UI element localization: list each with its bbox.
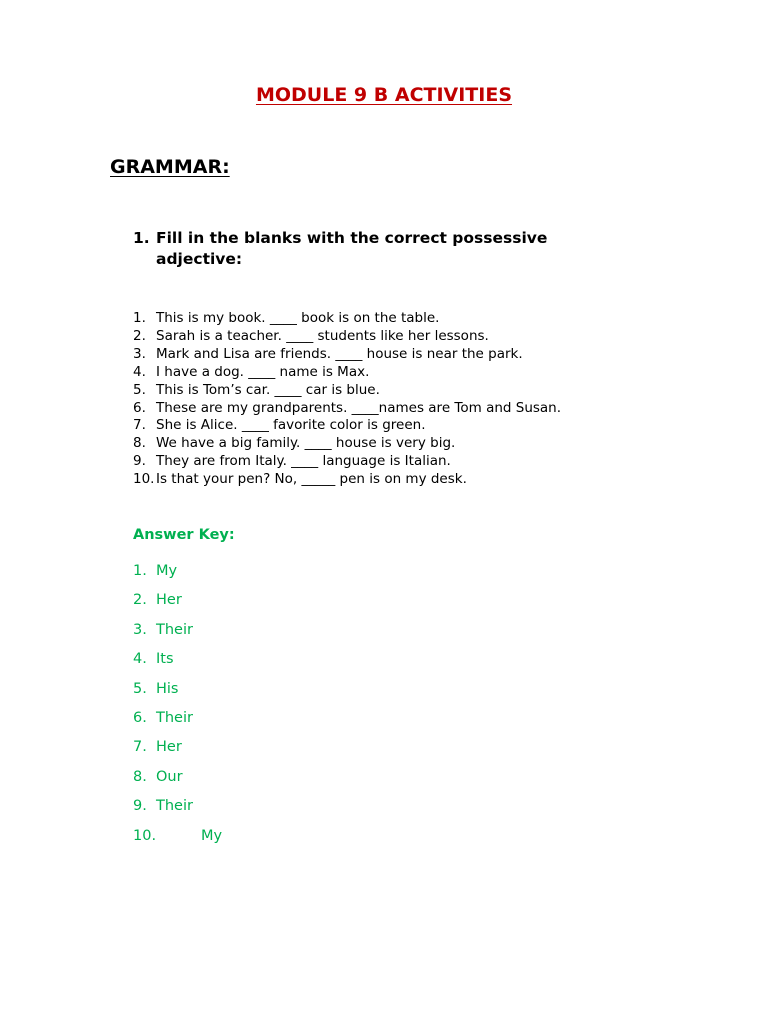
answer-text: My: [201, 827, 223, 844]
answer-item: [133, 616, 433, 645]
answer-item: [133, 792, 433, 821]
question-number: 9.: [133, 453, 146, 470]
answer-number: 3.: [133, 621, 147, 638]
answer-number: 9.: [133, 798, 147, 815]
answer-text: My: [156, 563, 178, 579]
answer-item: [133, 704, 433, 733]
question-text: This is Tom’s car. ____ car is blue.: [156, 381, 380, 398]
answer-text: Its: [156, 651, 174, 668]
question-text: Sarah is a teacher. ____ students like her lessons.: [156, 327, 489, 344]
question-text: She is Alice. ____ favorite color is green.: [156, 417, 426, 434]
question-item: [133, 328, 733, 346]
question-item: [133, 400, 733, 418]
answer-text: Their: [156, 798, 193, 815]
answer-number: 4.: [133, 651, 147, 668]
answer-number: 8.: [133, 768, 147, 785]
answer-text: Her: [156, 592, 182, 609]
question-item: [133, 382, 733, 400]
question-text: These are my grandparents. ____names are Tom and Susan.: [156, 399, 562, 416]
question-item: [133, 471, 733, 489]
question-number: 2.: [133, 327, 146, 344]
question-number: 7.: [133, 417, 146, 434]
answer-item: [133, 645, 433, 674]
answer-number: 5.: [133, 680, 147, 697]
question-text: Is that your pen? No, _____ pen is on my desk.: [156, 471, 467, 488]
question-text: I have a dog. ____ name is Max.: [156, 363, 370, 380]
question-item: [133, 310, 733, 328]
question-list: [133, 310, 733, 489]
answer-item: [133, 675, 433, 704]
answer-list: [133, 557, 433, 851]
question-number: 3.: [133, 345, 146, 362]
answer-number: 7.: [133, 739, 147, 756]
answer-text: Our: [156, 768, 183, 785]
answer-item: [133, 557, 433, 586]
question-number: 5.: [133, 381, 146, 398]
question-number: 10.: [133, 471, 155, 488]
answer-text: His: [156, 680, 179, 697]
answer-number: 1.: [133, 563, 147, 579]
question-number: 6.: [133, 399, 146, 416]
question-item: [133, 453, 733, 471]
answer-text: Their: [156, 710, 193, 727]
answer-item: [133, 822, 433, 851]
question-text: They are from Italy. ____ language is Italian.: [156, 453, 451, 470]
answer-number: 6.: [133, 710, 147, 727]
exercise-instruction: [133, 228, 603, 270]
instruction-number: 1.: [133, 229, 150, 247]
answer-number: 10.: [133, 827, 157, 844]
answer-item: [133, 586, 433, 615]
question-text: This is my book. ____ book is on the table.: [156, 310, 440, 326]
question-item: [133, 417, 733, 435]
question-number: 8.: [133, 435, 146, 452]
answer-number: 2.: [133, 592, 147, 609]
answer-key-heading: Answer Key:: [133, 527, 235, 543]
page-title: MODULE 9 B ACTIVITIES: [255, 84, 513, 106]
answer-item: [133, 733, 433, 762]
question-item: [133, 346, 733, 364]
answer-item: [133, 763, 433, 792]
answer-text: Her: [156, 739, 182, 756]
instruction-text: Fill in the blanks with the correct possessive adjective:: [156, 229, 548, 268]
question-number: 4.: [133, 363, 146, 380]
question-text: Mark and Lisa are friends. ____ house is near the park.: [156, 345, 523, 362]
question-item: [133, 435, 733, 453]
question-item: [133, 364, 733, 382]
section-heading-grammar: GRAMMAR:: [110, 156, 230, 178]
question-text: We have a big family. ____ house is very big.: [156, 435, 456, 452]
answer-text: Their: [156, 621, 193, 638]
question-number: 1.: [133, 310, 146, 326]
